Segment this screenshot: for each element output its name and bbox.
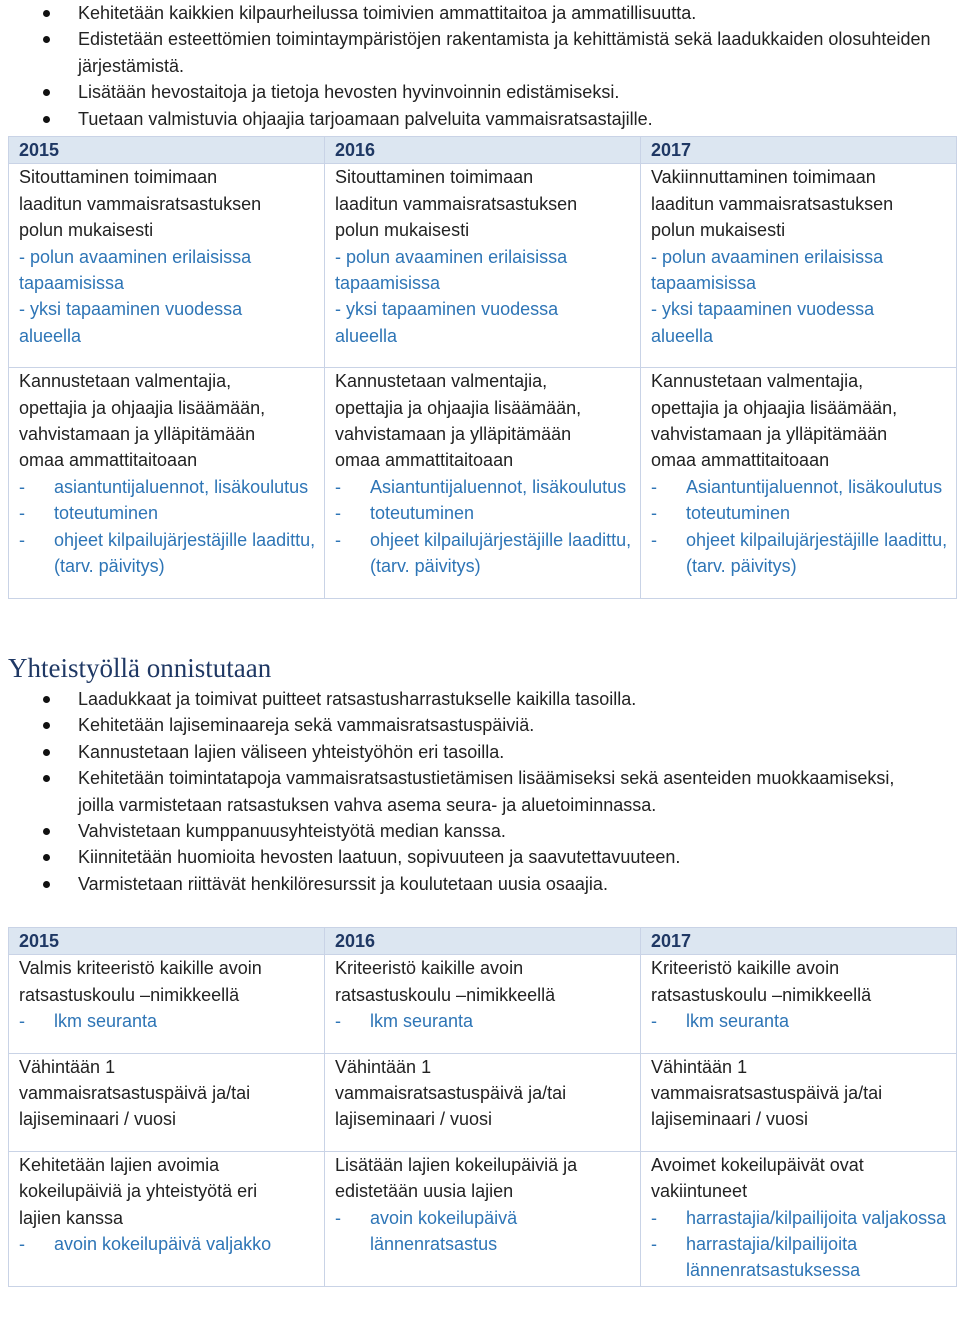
bullet-item — [0, 765, 960, 818]
dash-list — [651, 474, 948, 580]
dash-icon: - — [651, 1234, 657, 1255]
cell-line: ratsastuskoulu –nimikkeellä — [651, 984, 872, 1005]
dash-icon: - — [19, 503, 25, 524]
cell-blue-line: tapaamisissa — [335, 273, 441, 294]
dash-item: - avoin kokeilupäivä valjakko — [19, 1231, 316, 1257]
dash-icon: - — [335, 1011, 341, 1032]
bullet-dot-icon — [43, 881, 50, 888]
dash-list — [651, 1205, 948, 1284]
cell-line: Vähintään 1 — [19, 1056, 116, 1077]
bullet-item — [0, 79, 960, 105]
dash-item: - toteutuminen — [335, 500, 632, 526]
year-header: 2016 — [325, 137, 641, 164]
bullet-dot-icon — [43, 775, 50, 782]
cell-line: laaditun vammaisratsastuksen — [651, 193, 894, 214]
dash-icon: - — [335, 476, 341, 497]
cell-blue-line: - yksi tapaaminen vuodessa — [335, 299, 559, 320]
cell-line: lajiseminaari / vuosi — [19, 1109, 177, 1130]
bullet-item — [0, 26, 960, 79]
bullet-text: Edistetään esteettömien toimintaympäristöjen rakentamista ja kehittämistä sekä laadukkaiden olosuhteiden järjestämistä. — [78, 29, 931, 76]
year-header-row — [9, 928, 957, 955]
cell-line: polun mukaisesti — [19, 220, 154, 241]
dash-icon: - — [335, 503, 341, 524]
dash-icon: - — [19, 1011, 25, 1032]
dash-item: - toteutuminen — [19, 500, 316, 526]
table-cell — [641, 1151, 957, 1286]
bullet-text: Kiinnitetään huomioita hevosten laatuun, sopivuuteen ja saavutettavuuteen. — [78, 847, 681, 868]
dash-item: - ohjeet kilpailujärjestäjille laadittu, (tarv. päivitys) — [19, 527, 316, 580]
cell-line: kokeilupäiviä ja yhteistyötä eri — [19, 1181, 258, 1202]
dash-item: - ohjeet kilpailujärjestäjille laadittu, (tarv. päivitys) — [651, 527, 948, 580]
cell-line: polun mukaisesti — [651, 220, 786, 241]
cell-line: Avoimet kokeilupäivät ovat — [651, 1154, 864, 1175]
cell-line: Vähintään 1 — [335, 1056, 432, 1077]
cell-line: vahvistamaan ja ylläpitämään — [19, 424, 256, 445]
bullet-text: Kehitetään kaikkien kilpaurheilussa toimivien ammattitaitoa ja ammatillisuutta. — [78, 3, 697, 23]
cell-blue-line: alueella — [19, 325, 82, 346]
cell-line: Lisätään lajien kokeilupäiviä ja — [335, 1154, 578, 1175]
dash-icon: - — [651, 476, 657, 497]
dash-icon: - — [651, 1011, 657, 1032]
table-cell — [9, 1053, 325, 1151]
bullet-text: Varmistetaan riittävät henkilöresurssit ja koulutetaan uusia osaajia. — [78, 873, 608, 894]
cell-line: vammaisratsastuspäivä ja/tai — [19, 1083, 251, 1104]
cell-line: vahvistamaan ja ylläpitämään — [651, 424, 888, 445]
table-row — [9, 368, 957, 598]
section-bullet-list — [0, 686, 960, 897]
cell-line: Kriteeristö kaikille avoin — [335, 958, 524, 979]
dash-list — [335, 474, 632, 580]
cell-blue-line: alueella — [335, 325, 398, 346]
cell-blue-line: alueella — [651, 325, 714, 346]
bullet-dot-icon — [43, 696, 50, 703]
cell-line: ratsastuskoulu –nimikkeellä — [19, 984, 240, 1005]
dash-icon: - — [651, 529, 657, 550]
cell-line: vakiintuneet — [651, 1181, 748, 1202]
cell-line: Kehitetään lajien avoimia — [19, 1154, 220, 1175]
year-header: 2016 — [325, 928, 641, 955]
cell-line: vammaisratsastuspäivä ja/tai — [335, 1083, 567, 1104]
intro-bullet-list — [0, 0, 960, 132]
dash-list — [19, 1231, 316, 1257]
table-row — [9, 164, 957, 368]
bullet-dot-icon — [43, 10, 50, 17]
cell-blue-line: - yksi tapaaminen vuodessa — [19, 299, 243, 320]
table-cell — [325, 955, 641, 1053]
cell-line: vammaisratsastuspäivä ja/tai — [651, 1083, 883, 1104]
dash-list — [335, 1205, 632, 1258]
dash-list — [651, 1008, 948, 1034]
table-cell — [325, 368, 641, 598]
dash-item: - Asiantuntijaluennot, lisäkoulutus — [651, 474, 948, 500]
dash-item: - harrastajia/kilpailijoita valjakossa — [651, 1205, 948, 1231]
dash-icon: - — [651, 503, 657, 524]
cell-line: vahvistamaan ja ylläpitämään — [335, 424, 572, 445]
dash-item: - lkm seuranta — [335, 1008, 632, 1034]
bullet-text: Kannustetaan lajien väliseen yhteistyöhön eri tasoilla. — [78, 741, 505, 762]
cell-line: ratsastuskoulu –nimikkeellä — [335, 984, 556, 1005]
cell-line: Vähintään 1 — [651, 1056, 748, 1077]
cell-line: edistetään uusia lajien — [335, 1181, 514, 1202]
cell-line: polun mukaisesti — [335, 220, 470, 241]
table-cell — [641, 1053, 957, 1151]
year-header: 2017 — [641, 928, 957, 955]
cell-line: lajiseminaari / vuosi — [651, 1109, 809, 1130]
year-header: 2017 — [641, 137, 957, 164]
bullet-dot-icon — [43, 36, 50, 43]
dash-icon: - — [651, 1207, 657, 1228]
bullet-text: Lisätään hevostaitoja ja tietoja hevosten hyvinvoinnin edistämiseksi. — [78, 82, 620, 103]
bullet-item — [0, 712, 960, 738]
cell-line: laaditun vammaisratsastuksen — [335, 193, 578, 214]
bullet-dot-icon — [43, 828, 50, 835]
cell-line: Vakiinnuttaminen toimimaan — [651, 167, 876, 188]
table-cell — [641, 164, 957, 368]
cell-blue-line: - polun avaaminen erilaisissa — [19, 246, 252, 267]
bullet-dot-icon — [43, 749, 50, 756]
cell-blue-line: - polun avaaminen erilaisissa — [651, 246, 884, 267]
dash-item: - Asiantuntijaluennot, lisäkoulutus — [335, 474, 632, 500]
bullet-text: Laadukkaat ja toimivat puitteet ratsastusharrastukselle kaikilla tasoilla. — [78, 689, 637, 709]
dash-icon: - — [19, 476, 25, 497]
plan-table-2 — [8, 927, 957, 1287]
table-cell — [325, 1053, 641, 1151]
cell-line: Kannustetaan valmentajia, — [335, 371, 548, 392]
bullet-dot-icon — [43, 854, 50, 861]
table-cell — [641, 368, 957, 598]
cell-line: Kannustetaan valmentajia, — [19, 371, 232, 392]
dash-item: - toteutuminen — [651, 500, 948, 526]
table-cell — [325, 1151, 641, 1286]
dash-item: - lkm seuranta — [651, 1008, 948, 1034]
plan-table-1 — [8, 136, 957, 599]
dash-item: - lkm seuranta — [19, 1008, 316, 1034]
cell-blue-line: - yksi tapaaminen vuodessa — [651, 299, 875, 320]
cell-blue-line: tapaamisissa — [19, 273, 125, 294]
dash-item: - ohjeet kilpailujärjestäjille laadittu, (tarv. päivitys) — [335, 527, 632, 580]
cell-blue-line: tapaamisissa — [651, 273, 757, 294]
cell-line: opettajia ja ohjaajia lisäämään, — [335, 397, 582, 418]
cell-line: lajiseminaari / vuosi — [335, 1109, 493, 1130]
dash-item: - harrastajia/kilpailijoita lännenratsastuksessa — [651, 1231, 948, 1284]
cell-line: opettajia ja ohjaajia lisäämään, — [651, 397, 898, 418]
table-cell — [9, 1151, 325, 1286]
bullet-dot-icon — [43, 116, 50, 123]
cell-line: Sitouttaminen toimimaan — [335, 167, 534, 188]
year-header: 2015 — [9, 137, 325, 164]
cell-line: lajien kanssa — [19, 1207, 124, 1228]
table-cell — [9, 955, 325, 1053]
dash-item: - avoin kokeilupäivä lännenratsastus — [335, 1205, 632, 1258]
cell-blue-line: - polun avaaminen erilaisissa — [335, 246, 568, 267]
table-row — [9, 1053, 957, 1151]
cell-line: Kriteeristö kaikille avoin — [651, 958, 840, 979]
bullet-item — [0, 844, 960, 870]
table-cell — [9, 368, 325, 598]
table-row — [9, 955, 957, 1053]
bullet-item — [0, 106, 960, 132]
dash-item: - asiantuntijaluennot, lisäkoulutus — [19, 474, 316, 500]
bullet-item — [0, 739, 960, 765]
cell-line: omaa ammattitaitoaan — [651, 450, 830, 471]
bullet-item — [0, 0, 960, 26]
dash-list — [19, 474, 316, 580]
dash-icon: - — [335, 1207, 341, 1228]
dash-list — [19, 1008, 316, 1034]
bullet-dot-icon — [43, 89, 50, 96]
table-row — [9, 1151, 957, 1286]
bullet-text: Vahvistetaan kumppanuusyhteistyötä median kanssa. — [78, 821, 506, 842]
bullet-item — [0, 871, 960, 897]
dash-icon: - — [19, 1234, 25, 1255]
bullet-dot-icon — [43, 722, 50, 729]
dash-icon: - — [335, 529, 341, 550]
cell-line: Sitouttaminen toimimaan — [19, 167, 218, 188]
cell-line: Valmis kriteeristö kaikille avoin — [19, 958, 262, 979]
dash-icon: - — [19, 529, 25, 550]
bullet-text: Kehitetään toimintatapoja vammaisratsastustietämisen lisäämiseksi sekä asenteiden muokkaamiseksi, joilla varmistetaan ratsastuksen vahva asema seura- ja aluetoiminnassa. — [78, 768, 895, 815]
dash-list — [335, 1008, 632, 1034]
cell-line: Kannustetaan valmentajia, — [651, 371, 864, 392]
bullet-item — [0, 818, 960, 844]
table-cell — [9, 164, 325, 368]
cell-line: opettajia ja ohjaajia lisäämään, — [19, 397, 266, 418]
cell-line: laaditun vammaisratsastuksen — [19, 193, 262, 214]
table-cell — [641, 955, 957, 1053]
bullet-item — [0, 686, 960, 712]
cell-line: omaa ammattitaitoaan — [335, 450, 514, 471]
cell-line: omaa ammattitaitoaan — [19, 450, 198, 471]
bullet-text: Kehitetään lajiseminaareja sekä vammaisratsastuspäiviä. — [78, 715, 535, 736]
year-header: 2015 — [9, 928, 325, 955]
year-header-row — [9, 137, 957, 164]
section-heading: Yhteistyöllä onnistutaan — [8, 653, 272, 683]
bullet-text: Tuetaan valmistuvia ohjaajia tarjoamaan palveluita vammaisratsastajille. — [78, 108, 653, 129]
table-cell — [325, 164, 641, 368]
